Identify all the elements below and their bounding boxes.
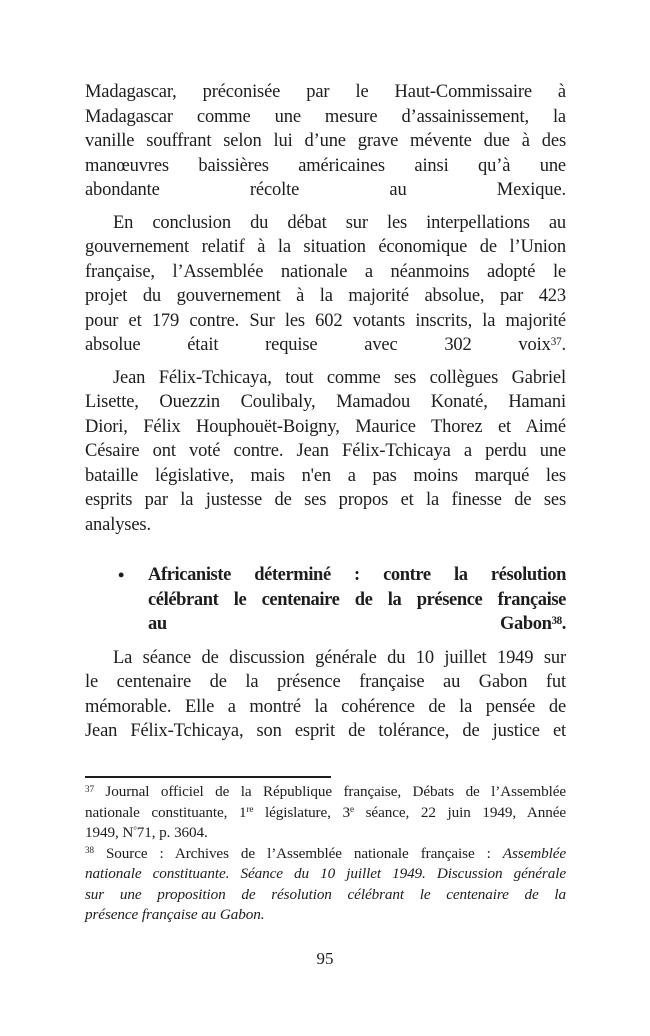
page-number: 95 (316, 949, 334, 968)
paragraph (85, 646, 566, 744)
section-heading (118, 563, 566, 637)
paragraph (85, 211, 566, 358)
bullet-icon: • (118, 565, 125, 585)
footnote-divider (85, 776, 331, 778)
text-line: projet du gouvernement à la majorité absolue, par 423 (85, 286, 566, 306)
text-line: Jean Félix-Tchicaya, tout comme ses collègues Gabriel (113, 367, 566, 388)
footnote-line: nationale constituante, 1re législature, 3e séance, 22 juin 1949, Année (85, 803, 566, 821)
text-line: En conclusion du débat sur les interpellations au (113, 212, 566, 233)
text-line: gouvernement relatif à la situation économique de l’Union (85, 237, 566, 257)
text-line: analyses. (85, 514, 151, 535)
text-block (85, 80, 566, 744)
footnotes (85, 782, 566, 926)
footnote-line: 1949, N°71, p. 3604. (85, 824, 208, 841)
footnote-line: présence française au Gabon. (85, 906, 265, 923)
footnote-line: nationale constituante. Séance du 10 juillet 1949. Discussion générale (85, 865, 566, 882)
text-line: Madagascar, préconisée par le Haut-Commissaire à (85, 82, 566, 102)
text-line: célébrant le centenaire de la présence française (148, 589, 566, 610)
text-line: le centenaire de la présence française au Gabon fut (85, 672, 566, 692)
footnote-line: $^{38}$ Source : Archives de l’Assemblée nationale française : Assemblée (85, 844, 566, 862)
footnote (85, 782, 566, 844)
text-line: esprits par la justesse de ses propos et la finesse de ses (85, 490, 566, 510)
paragraph (85, 80, 566, 203)
text-line: Lisette, Ouezzin Coulibaly, Mamadou Konaté, Hamani (85, 392, 566, 412)
text-line: au Gabon$^{38}$. (148, 614, 566, 634)
text-line: Africaniste déterminé : contre la résolution (148, 565, 566, 585)
text-line: Madagascar comme une mesure d’assainissement, la (85, 106, 566, 127)
footnote (85, 844, 566, 926)
text-line: pour et 179 contre. Sur les 602 votants inscrits, la majorité (85, 310, 566, 331)
footnote-line: $^{37}$ Journal officiel de la République française, Débats de l’Assemblée (85, 783, 566, 800)
text-line: vanille souffrant selon lui d’une grave mévente due à des (85, 131, 566, 151)
text-line: mémorable. Elle a montré la cohérence de la pensée de (85, 696, 566, 717)
text-line: absolue était requise avec 302 voix$^{37}$. (85, 335, 566, 355)
text-line: bataille législative, mais n'en a pas moins marqué les (85, 465, 566, 486)
text-line: Césaire ont voté contre. Jean Félix-Tchicaya a perdu une (85, 441, 566, 461)
paragraph (85, 366, 566, 538)
text-line: abondante récolte au Mexique. (85, 180, 566, 200)
footnote-line: sur une proposition de résolution célébrant le centenaire de la (85, 885, 566, 903)
text-line: manœuvres baissières américaines ainsi qu’à une (85, 155, 566, 176)
text-line: française, l’Assemblée nationale a néanmoins adopté le (85, 261, 566, 282)
text-line: Jean Félix-Tchicaya, son esprit de tolérance, de justice et (85, 721, 566, 741)
text-line: La séance de discussion générale du 10 juillet 1949 sur (113, 647, 566, 668)
text-line: Diori, Félix Houphouët-Boigny, Maurice Thorez et Aimé (85, 416, 566, 437)
